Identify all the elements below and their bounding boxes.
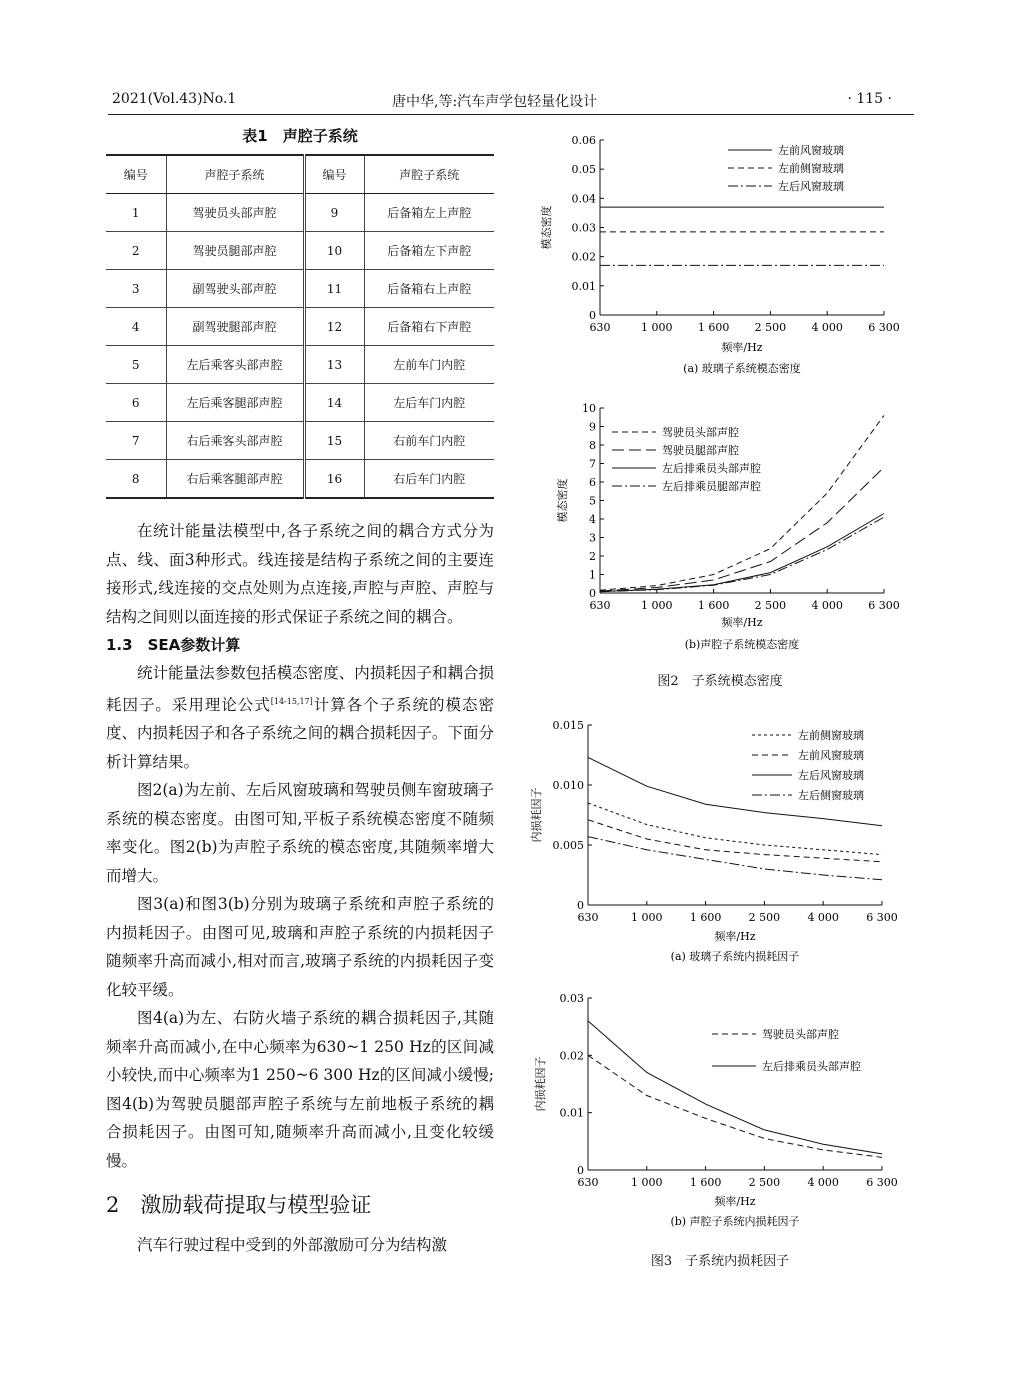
y-tick-label: 0.06 — [571, 134, 596, 147]
table-cell: 8 — [106, 460, 166, 499]
table-cell: 9 — [304, 194, 364, 232]
paragraph-3: 图2(a)为左前、左后风窗玻璃和驾驶员侧车窗玻璃子系统的模态密度。由图可知,平板子系统模态密度不随频率变化。图2(b)为声腔子系统的模态密度,其随频率增大而增大。 — [106, 781, 494, 885]
y-tick-label: 0 — [589, 587, 596, 600]
table-cell: 1 — [106, 194, 166, 232]
legend-entry: 左后侧窗玻璃 — [798, 789, 864, 802]
journal-issue: 2021(Vol.43)No.1 — [112, 91, 237, 107]
y-tick-label: 2 — [589, 550, 596, 563]
table-cell: 后备箱右上声腔 — [364, 270, 494, 308]
y-tick-label: 7 — [589, 457, 596, 471]
article-title: 唐中华,等:汽车声学包轻量化设计 — [392, 94, 598, 110]
table-cell: 5 — [106, 346, 166, 384]
y-tick-label: 0 — [589, 309, 596, 322]
subfigure-caption: (a) 玻璃子系统模态密度 — [683, 362, 801, 375]
legend-entry: 左后排乘员头部声腔 — [762, 1060, 861, 1073]
legend-entry: 驾驶员头部声腔 — [762, 1028, 839, 1041]
y-tick-label: 0 — [577, 899, 584, 912]
table-cell: 副驾驶腿部声腔 — [166, 308, 304, 346]
y-tick-label: 5 — [589, 494, 596, 508]
col-header: 编号 — [304, 155, 364, 194]
paragraph-4: 图3(a)和图3(b)分别为玻璃子系统和声腔子系统的内损耗因子。由图可见,玻璃和声腔子系统的内损耗因子随频率升高而减小,相对而言,玻璃子系统的内损耗因子变化较平缓。 — [106, 895, 494, 999]
x-axis-label: 频率/Hz — [714, 930, 756, 943]
y-tick-label: 0.005 — [552, 839, 584, 852]
col-header: 声腔子系统 — [166, 155, 304, 194]
x-tick-label: 630 — [577, 911, 599, 924]
legend-entry: 左后排乘员腿部声腔 — [662, 480, 761, 493]
table-cell: 驾驶员腿部声腔 — [166, 232, 304, 270]
paragraph-6: 汽车行驶过程中受到的外部激励可分为结构激 — [137, 1236, 448, 1255]
legend-entry: 左后风窗玻璃 — [778, 180, 844, 193]
y-tick-label: 0 — [577, 1164, 584, 1177]
y-tick-label: 8 — [589, 439, 596, 452]
series-line-3 — [588, 837, 882, 880]
table-cell: 左后车门内腔 — [364, 384, 494, 422]
x-tick-label: 1 000 — [631, 1176, 663, 1189]
y-tick-label: 0.05 — [571, 163, 596, 177]
x-axis-label: 频率/Hz — [721, 341, 763, 354]
x-tick-label: 1 600 — [689, 911, 722, 924]
y-tick-label: 10 — [582, 402, 596, 415]
table-cell: 11 — [304, 270, 364, 308]
subfigure-caption: (b) 声腔子系统内损耗因子 — [670, 1215, 800, 1228]
subfigure-caption: (a) 玻璃子系统内损耗因子 — [670, 950, 800, 963]
x-tick-label: 1 600 — [689, 1176, 722, 1189]
table-cell: 后备箱左下声腔 — [364, 232, 494, 270]
table-cell: 左后乘客腿部声腔 — [166, 384, 304, 422]
x-tick-label: 4 000 — [811, 599, 843, 612]
x-tick-label: 4 000 — [807, 1176, 839, 1189]
legend-entry: 左后排乘员头部声腔 — [662, 462, 761, 475]
x-tick-label: 2 500 — [754, 321, 787, 334]
table-title: 表1 声腔子系统 — [242, 127, 358, 145]
y-axis-label: 内损耗因子 — [534, 1056, 547, 1112]
x-tick-label: 630 — [589, 321, 611, 334]
x-tick-label: 1 600 — [697, 599, 730, 612]
figure-2-caption: 图2 子系统模态密度 — [657, 674, 783, 689]
legend-entry: 左前风窗玻璃 — [778, 144, 844, 157]
y-tick-label: 9 — [589, 420, 596, 434]
table-cell: 3 — [106, 270, 166, 308]
series-line-0 — [600, 415, 884, 590]
legend-entry: 左前风窗玻璃 — [798, 749, 864, 762]
table-cell: 右后乘客腿部声腔 — [166, 460, 304, 499]
x-tick-label: 1 600 — [697, 321, 730, 334]
x-axis-label: 频率/Hz — [714, 1195, 756, 1208]
y-axis-label: 模态密度 — [540, 205, 553, 250]
x-tick-label: 2 500 — [748, 1176, 781, 1189]
y-tick-label: 6 — [589, 476, 596, 489]
table-cell: 7 — [106, 422, 166, 460]
x-tick-label: 4 000 — [811, 321, 843, 334]
table-cell: 13 — [304, 346, 364, 384]
y-tick-label: 4 — [589, 513, 596, 526]
col-header: 编号 — [106, 155, 166, 194]
legend-entry: 左前侧窗玻璃 — [798, 729, 864, 742]
y-axis-label: 内损耗因子 — [530, 787, 543, 843]
table-cell: 左后乘客头部声腔 — [166, 346, 304, 384]
table-cell: 4 — [106, 308, 166, 346]
x-axis-label: 频率/Hz — [721, 616, 763, 629]
y-tick-label: 0.010 — [552, 779, 584, 792]
paragraph-5: 图4(a)为左、右防火墙子系统的耦合损耗因子,其随频率升高而减小,在中心频率为630~1 250 Hz的区间减小较快,而中心频率为1 250~6 300 Hz的区间减小缓慢;图4(b)为驾驶员腿部声腔子系统与左前地板子系统的耦合损耗因子。由图可知,随频率升高而减小,且变化较缓慢。 — [106, 1009, 494, 1170]
y-tick-label: 0.01 — [559, 1106, 584, 1120]
col-header: 声腔子系统 — [364, 155, 494, 194]
x-tick-label: 2 500 — [754, 599, 787, 612]
page-number: · 115 · — [847, 91, 892, 107]
legend-entry: 左前侧窗玻璃 — [778, 162, 844, 175]
legend-entry: 驾驶员头部声腔 — [662, 426, 739, 439]
table-cell: 右后乘客头部声腔 — [166, 422, 304, 460]
legend-entry: 驾驶员腿部声腔 — [662, 444, 739, 457]
x-tick-label: 630 — [577, 1176, 599, 1189]
table-cell: 驾驶员头部声腔 — [166, 194, 304, 232]
figure-3-caption: 图3 子系统内损耗因子 — [650, 1254, 790, 1269]
table-cell: 副驾驶头部声腔 — [166, 270, 304, 308]
x-tick-label: 1 000 — [641, 321, 673, 334]
y-tick-label: 0.04 — [571, 192, 596, 206]
x-tick-label: 6 300 — [866, 1176, 898, 1189]
x-tick-label: 1 000 — [631, 911, 663, 924]
y-tick-label: 0.03 — [571, 221, 596, 235]
series-line-1 — [588, 820, 882, 862]
series-line-3 — [600, 517, 884, 592]
table-cell: 左前车门内腔 — [364, 346, 494, 384]
series-line-2 — [600, 514, 884, 592]
y-tick-label: 0.02 — [559, 1049, 584, 1063]
y-tick-label: 3 — [589, 531, 596, 545]
table-cell: 后备箱右下声腔 — [364, 308, 494, 346]
x-tick-label: 1 000 — [641, 599, 673, 612]
table-cell: 10 — [304, 232, 364, 270]
table-cell: 14 — [304, 384, 364, 422]
table-cell: 6 — [106, 384, 166, 422]
x-tick-label: 6 300 — [868, 321, 900, 334]
section-heading-1-3: 1.3 SEA参数计算 — [106, 636, 241, 654]
y-tick-label: 0.01 — [571, 279, 596, 293]
y-tick-label: 0.015 — [552, 719, 584, 732]
paragraph-2: 统计能量法参数包括模态密度、内损耗因子和耦合损耗因子。采用理论公式[14-15,17]计算各个子系统的模态密度、内损耗因子和各子系统之间的耦合损耗因子。下面分析计算结果。 — [106, 664, 494, 771]
table-cell: 后备箱左上声腔 — [364, 194, 494, 232]
x-tick-label: 4 000 — [807, 911, 839, 924]
y-axis-label: 模态密度 — [556, 478, 569, 523]
legend-entry: 左后风窗玻璃 — [798, 769, 864, 782]
subfigure-caption: (b)声腔子系统模态密度 — [684, 638, 800, 651]
x-tick-label: 6 300 — [868, 599, 900, 612]
table-cell: 2 — [106, 232, 166, 270]
table-cell: 15 — [304, 422, 364, 460]
x-tick-label: 6 300 — [866, 911, 898, 924]
table-cell: 右前车门内腔 — [364, 422, 494, 460]
paragraph-1: 在统计能量法模型中,各子系统之间的耦合方式分为点、线、面3种形式。线连接是结构子系统之间的主要连接形式,线连接的交点处则为点连接,声腔与声腔、声腔与结构之间则以面连接的形式保证子系统之间的耦合。 — [106, 522, 494, 626]
y-tick-label: 0.02 — [571, 250, 596, 264]
table-cell: 16 — [304, 460, 364, 499]
y-tick-label: 1 — [589, 568, 596, 582]
x-tick-label: 630 — [589, 599, 611, 612]
section-heading-2: 2 激励载荷提取与模型验证 — [106, 1193, 372, 1218]
x-tick-label: 2 500 — [748, 911, 781, 924]
citation: [14-15,17] — [270, 696, 313, 706]
y-tick-label: 0.03 — [559, 992, 584, 1005]
table-cell: 右后车门内腔 — [364, 460, 494, 499]
table-cell: 12 — [304, 308, 364, 346]
